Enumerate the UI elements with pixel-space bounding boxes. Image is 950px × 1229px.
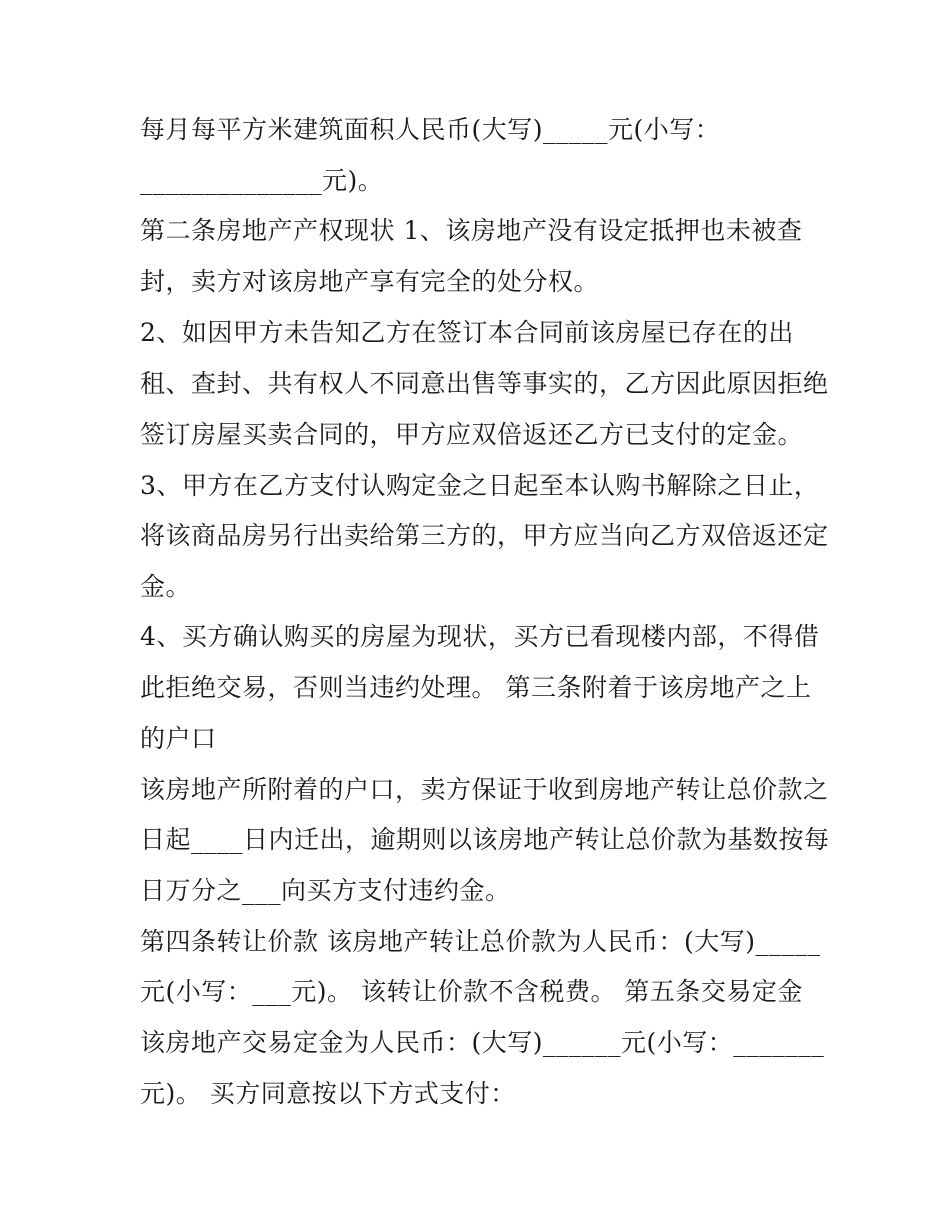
text-line: 该房地产所附着的户口，卖方保证于收到房地产转让总价款之 xyxy=(140,775,829,804)
text-line: 3、甲方在乙方支付认购定金之日起至本认购书解除之日止， xyxy=(140,471,820,500)
text-line: 元)。 买方同意按以下方式支付： xyxy=(140,1079,516,1108)
text-line: 第四条转让价款 该房地产转让总价款为人民币：(大写)_____ xyxy=(140,927,821,956)
text-line: 2、如因甲方未告知乙方在签订本合同前该房屋已存在的出 xyxy=(140,318,794,347)
text-line: 该房地产交易定金为人民币：(大写)______元(小写：_______ xyxy=(140,1028,825,1057)
text-line: 元(小写：___元)。 该转让价款不含税费。 第五条交易定金 xyxy=(140,977,803,1006)
text-line: ______________元)。 xyxy=(140,166,384,195)
text-line: 4、买方确认购买的房屋为现状，买方已看现楼内部，不得借 xyxy=(140,622,820,651)
text-line: 金。 xyxy=(140,572,192,601)
text-line: 签订房屋买卖合同的，甲方应双倍返还乙方已支付的定金。 xyxy=(140,420,804,449)
text-line: 日起____日内迁出，逾期则以该房地产转让总价款为基数按每 xyxy=(140,825,830,854)
text-line: 租、查封、共有权人不同意出售等事实的，乙方因此原因拒绝 xyxy=(140,369,829,398)
text-line: 第二条房地产产权现状 1、该房地产没有设定抵押也未被查 xyxy=(140,216,803,245)
text-line: 将该商品房另行出卖给第三方的，甲方应当向乙方双倍返还定 xyxy=(140,521,829,550)
text-line: 封，卖方对该房地产享有完全的处分权。 xyxy=(140,267,600,296)
text-line: 的户口 xyxy=(140,724,217,753)
text-line: 每月每平方米建筑面积人民币(大写)_____元(小写： xyxy=(140,115,721,144)
text-line: 日万分之___向买方支付违约金。 xyxy=(140,876,511,905)
text-line: 此拒绝交易，否则当违约处理。 第三条附着于该房地产之上 xyxy=(140,673,812,702)
